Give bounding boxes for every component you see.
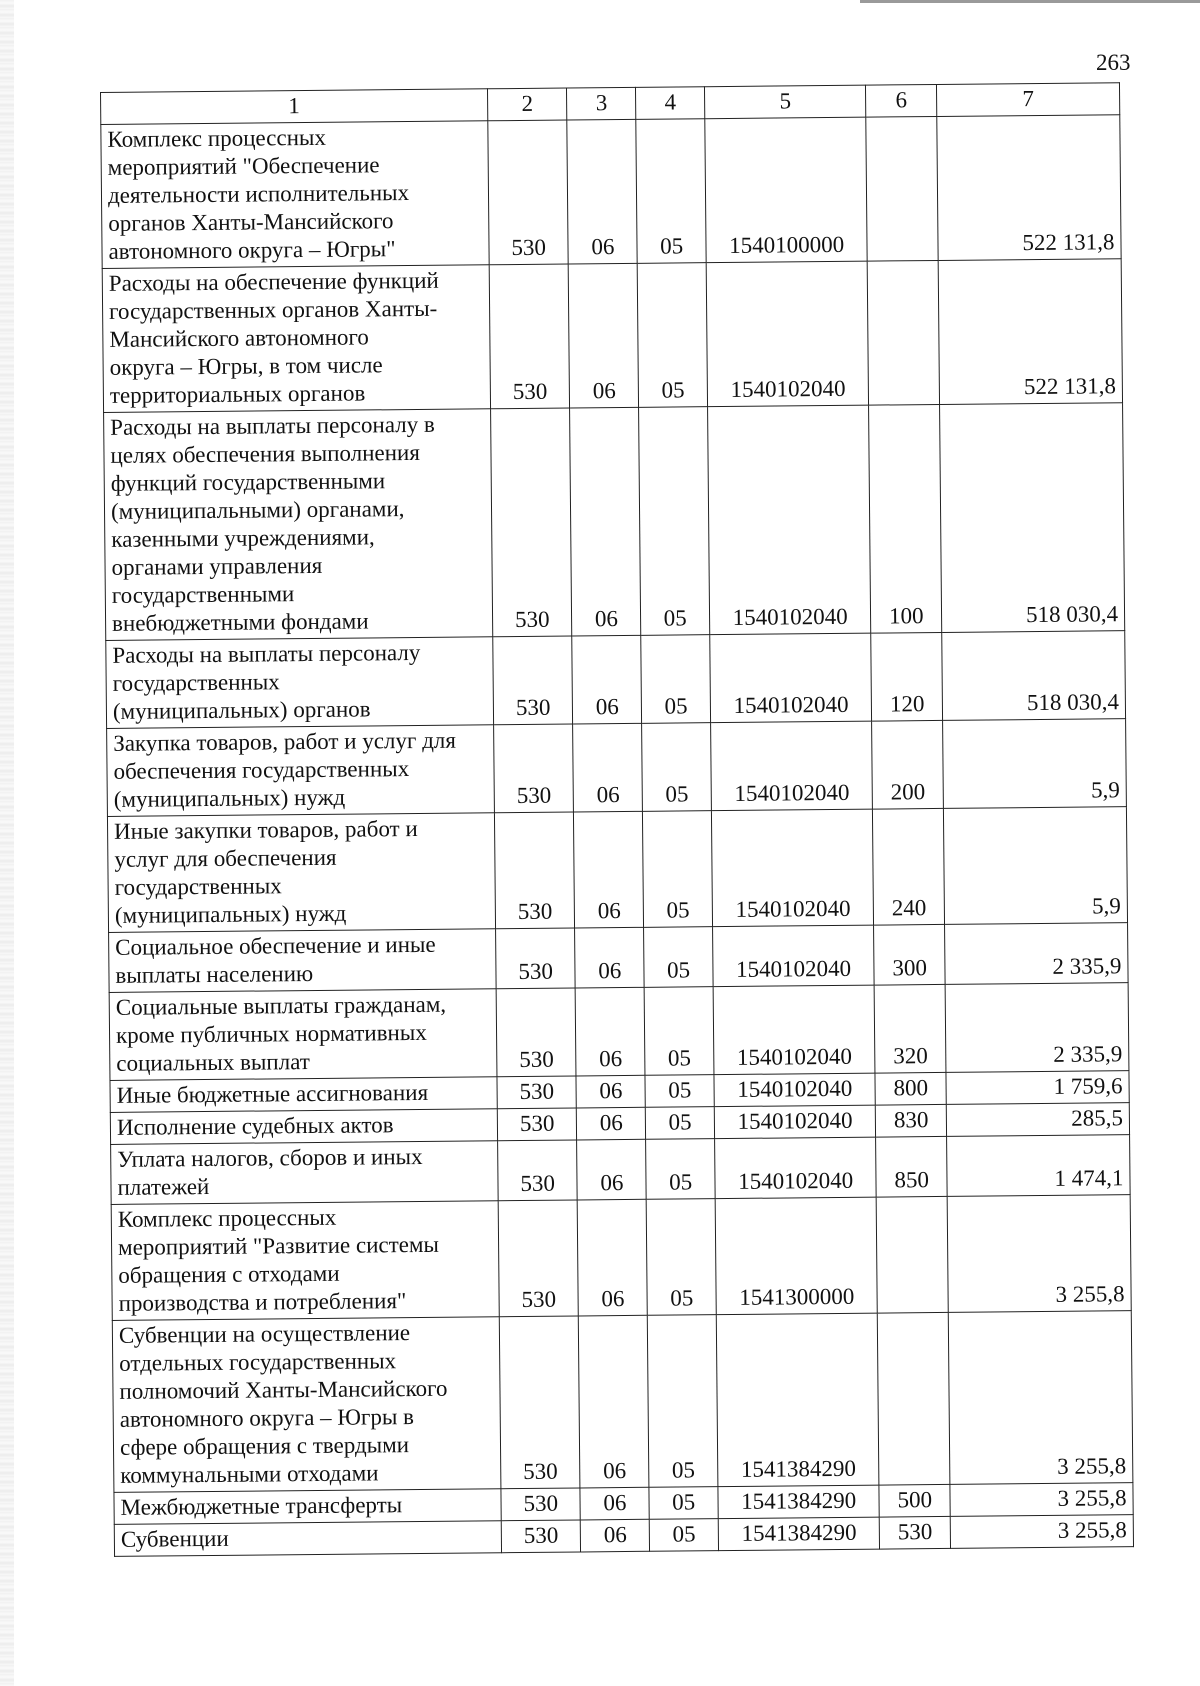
row-amount-cell: 2 335,9 — [945, 983, 1129, 1073]
row-expense-type-cell: 200 — [872, 720, 944, 809]
row-name-cell: Расходы на выплаты персоналу государственных (муниципальных) органов — [106, 637, 494, 729]
row-target-article-cell: 1540102040 — [714, 1105, 876, 1139]
row-target-article-cell: 1541384290 — [718, 1485, 880, 1519]
row-subsection-cell: 05 — [646, 1139, 715, 1200]
row-code-cell: 530 — [499, 1316, 580, 1489]
row-amount-cell: 3 255,8 — [948, 1311, 1132, 1485]
row-code-cell: 530 — [498, 1200, 579, 1317]
row-name-cell: Субвенции на осуществление отдельных государственных полномочий Ханты-Мансийского автономного округа – Югры в сфере обращения с твердыми коммунальными отходами — [112, 1317, 501, 1493]
row-target-article-cell: 1540102040 — [713, 985, 875, 1075]
row-target-article-cell: 1541384290 — [716, 1313, 879, 1487]
row-amount-cell: 518 030,4 — [942, 631, 1126, 721]
row-section-cell: 06 — [577, 1139, 646, 1200]
row-amount-cell: 3 255,8 — [950, 1483, 1133, 1517]
row-section-cell: 06 — [569, 263, 639, 408]
row-amount-cell: 5,9 — [943, 719, 1127, 809]
row-name-cell: Социальное обеспечение и иные выплаты населению — [109, 929, 497, 993]
row-amount-cell: 2 335,9 — [945, 923, 1128, 985]
row-name-cell: Уплата налогов, сборов и иных платежей — [111, 1141, 499, 1205]
column-header-3: 3 — [567, 87, 636, 120]
row-expense-type-cell: 240 — [873, 808, 945, 925]
row-target-article-cell: 1540102040 — [711, 809, 873, 927]
row-section-cell: 06 — [577, 1107, 646, 1140]
row-code-cell: 530 — [491, 408, 573, 637]
row-code-cell: 530 — [501, 1520, 581, 1553]
row-expense-type-cell: 320 — [874, 984, 946, 1073]
table-row — [111, 1195, 1131, 1321]
column-header-6: 6 — [866, 84, 937, 117]
row-subsection-cell: 05 — [642, 723, 712, 812]
row-subsection-cell: 05 — [636, 119, 706, 264]
row-subsection-cell: 05 — [637, 263, 707, 408]
row-section-cell: 06 — [578, 1199, 648, 1316]
table-row — [107, 807, 1127, 933]
row-name-cell: Комплекс процессных мероприятий "Развитие системы обращения с отходами производства и потребления" — [111, 1201, 499, 1321]
row-expense-type-cell: 120 — [871, 632, 943, 721]
row-target-article-cell: 1541300000 — [715, 1197, 877, 1315]
row-expense-type-cell: 800 — [875, 1072, 946, 1105]
row-code-cell: 530 — [494, 724, 574, 813]
row-subsection-cell: 05 — [649, 1487, 718, 1520]
row-name-cell: Иные закупки товаров, работ и услуг для обеспечения государственных (муниципальных) нужд — [107, 813, 495, 933]
row-code-cell: 530 — [488, 120, 569, 265]
table-row — [101, 115, 1121, 269]
row-target-article-cell: 1540102040 — [714, 1073, 876, 1107]
row-subsection-cell: 05 — [644, 927, 713, 988]
row-name-cell: Иные бюджетные ассигнования — [110, 1077, 497, 1113]
row-name-cell: Исполнение судебных актов — [110, 1109, 497, 1145]
table-row — [109, 923, 1129, 993]
row-name-cell: Закупка товаров, работ и услуг для обеспечения государственных (муниципальных) нужд — [107, 725, 495, 817]
row-code-cell: 530 — [496, 928, 576, 989]
row-expense-type-cell — [866, 116, 938, 261]
row-section-cell: 06 — [570, 407, 641, 636]
row-amount-cell: 1 759,6 — [946, 1071, 1129, 1105]
column-header-5: 5 — [705, 85, 867, 119]
row-amount-cell: 5,9 — [944, 807, 1128, 925]
column-header-7: 7 — [937, 83, 1120, 117]
row-section-cell: 06 — [575, 927, 644, 988]
row-section-cell: 06 — [581, 1519, 650, 1552]
row-amount-cell: 522 131,8 — [937, 115, 1121, 261]
row-expense-type-cell: 300 — [874, 924, 946, 985]
row-expense-type-cell — [878, 1312, 951, 1485]
row-target-article-cell: 1540102040 — [715, 1137, 877, 1199]
row-expense-type-cell: 850 — [876, 1136, 948, 1197]
row-amount-cell: 1 474,1 — [947, 1135, 1130, 1197]
scan-edge-top — [860, 0, 1200, 3]
table-row — [111, 1135, 1131, 1205]
row-section-cell: 06 — [572, 635, 642, 724]
column-header-4: 4 — [636, 87, 705, 120]
row-code-cell: 530 — [493, 636, 573, 725]
row-section-cell: 06 — [567, 119, 637, 264]
row-subsection-cell: 05 — [648, 1315, 718, 1488]
row-expense-type-cell: 500 — [879, 1484, 950, 1517]
row-subsection-cell: 05 — [646, 1107, 715, 1140]
row-expense-type-cell — [876, 1196, 948, 1313]
table-row — [112, 1311, 1133, 1493]
row-name-cell: Расходы на выплаты персоналу в целях обеспечения выполнения функций государственными (муниципальными) органами, казенными учреждениями, органами управления государственными внебюджетными фондами — [104, 409, 493, 641]
row-amount-cell: 3 255,8 — [950, 1515, 1133, 1549]
row-subsection-cell: 05 — [645, 1075, 714, 1108]
row-section-cell: 06 — [573, 723, 643, 812]
table-row — [104, 403, 1125, 641]
row-target-article-cell: 1540102040 — [713, 925, 875, 987]
row-section-cell: 06 — [576, 1075, 645, 1108]
row-amount-cell: 3 255,8 — [947, 1195, 1131, 1313]
row-code-cell: 530 — [494, 812, 575, 929]
row-target-article-cell: 1541384290 — [718, 1517, 880, 1551]
page-number: 263 — [1096, 50, 1131, 75]
row-target-article-cell: 1540102040 — [710, 633, 872, 723]
table-row — [107, 719, 1127, 817]
row-subsection-cell: 05 — [639, 407, 710, 636]
row-subsection-cell: 05 — [649, 1519, 718, 1552]
row-target-article-cell: 1540102040 — [711, 721, 873, 811]
table-row — [106, 631, 1126, 729]
column-header-2: 2 — [487, 88, 567, 121]
row-subsection-cell: 05 — [646, 1199, 716, 1316]
row-code-cell: 530 — [497, 1076, 577, 1109]
row-section-cell: 06 — [576, 987, 646, 1076]
row-amount-cell: 518 030,4 — [940, 403, 1125, 633]
row-subsection-cell: 05 — [643, 811, 713, 928]
row-expense-type-cell: 830 — [876, 1104, 947, 1137]
row-expense-type-cell — [867, 260, 939, 405]
row-name-cell: Социальные выплаты гражданам, кроме публичных нормативных социальных выплат — [109, 989, 497, 1081]
row-target-article-cell: 1540102040 — [708, 405, 871, 635]
table-row — [109, 983, 1129, 1081]
row-subsection-cell: 05 — [644, 987, 714, 1076]
row-section-cell: 06 — [574, 811, 644, 928]
budget-table — [100, 82, 1134, 1557]
row-name-cell: Субвенции — [114, 1521, 501, 1557]
row-code-cell: 530 — [501, 1488, 581, 1521]
row-section-cell: 06 — [580, 1487, 649, 1520]
row-code-cell: 530 — [497, 1108, 577, 1141]
row-name-cell: Межбюджетные трансферты — [114, 1489, 501, 1525]
row-code-cell: 530 — [498, 1140, 578, 1201]
row-target-article-cell: 1540100000 — [705, 117, 868, 263]
row-code-cell: 530 — [489, 264, 570, 409]
scan-edge-left — [0, 0, 14, 1686]
row-name-cell: Расходы на обеспечение функций государственных органов Ханты- Мансийского автономного округа – Югры, в том числе территориальных органов — [102, 265, 490, 413]
row-expense-type-cell: 530 — [879, 1516, 950, 1549]
row-name-cell: Комплекс процессных мероприятий "Обеспечение деятельности исполнительных органов Ханты-Мансийского автономного округа – Югры" — [101, 121, 489, 269]
row-amount-cell: 522 131,8 — [938, 259, 1122, 405]
table-row — [102, 259, 1122, 413]
row-expense-type-cell: 100 — [869, 404, 942, 633]
column-header-1: 1 — [101, 89, 488, 125]
row-subsection-cell: 05 — [641, 635, 711, 724]
row-section-cell: 06 — [579, 1315, 649, 1488]
row-code-cell: 530 — [496, 988, 576, 1077]
row-target-article-cell: 1540102040 — [706, 261, 869, 407]
row-amount-cell: 285,5 — [946, 1103, 1129, 1137]
